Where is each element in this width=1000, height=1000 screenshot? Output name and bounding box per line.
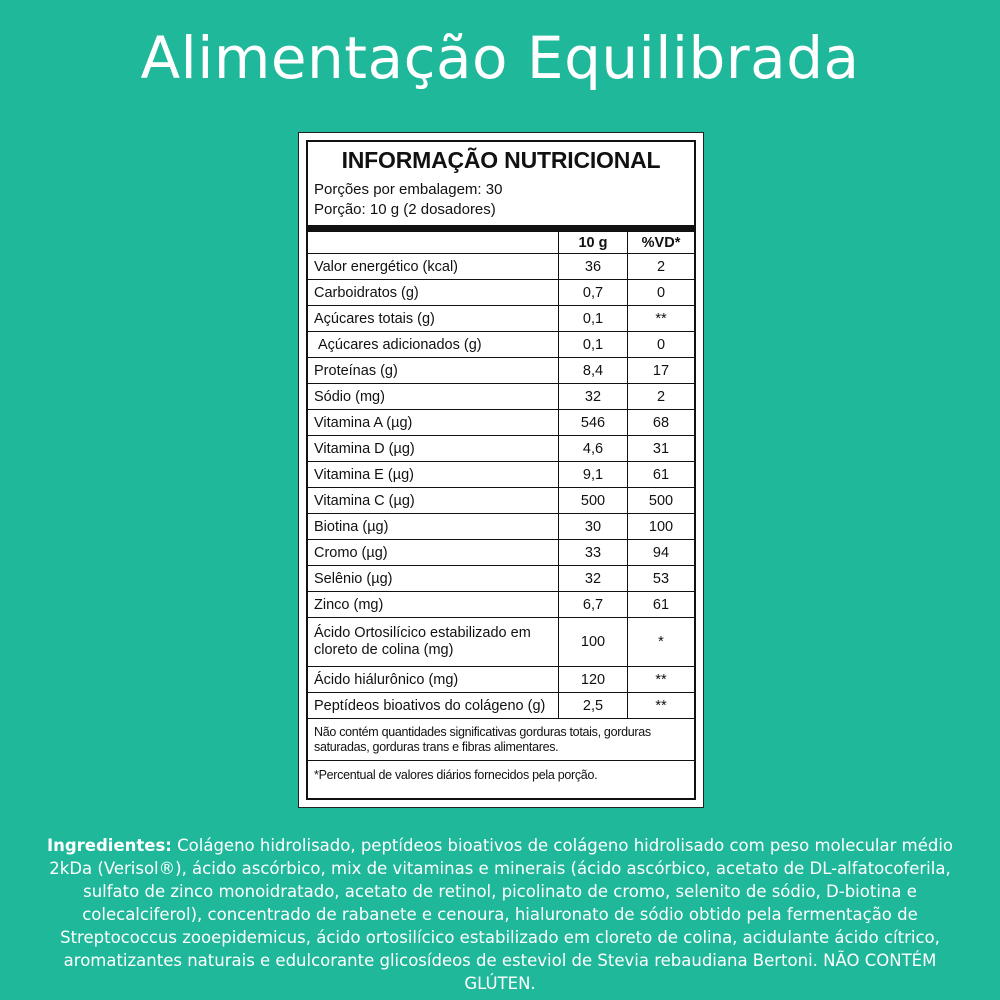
nutrition-table	[308, 232, 694, 719]
servings-per-package: Porções por embalagem: 30	[314, 181, 503, 198]
table-row	[308, 514, 694, 540]
nutrient-name: Cromo (µg)	[308, 540, 559, 566]
nutrient-amount: 30	[559, 514, 628, 540]
table-row	[308, 618, 694, 667]
table-row	[308, 384, 694, 410]
nutrient-vd: 100	[628, 514, 695, 540]
nutrient-amount: 2,5	[559, 693, 628, 719]
thick-divider	[308, 225, 694, 232]
column-header-nutrient	[308, 232, 559, 254]
table-row	[308, 306, 694, 332]
nutrient-name: Açúcares totais (g)	[308, 306, 559, 332]
nutrient-amount: 6,7	[559, 592, 628, 618]
nutrient-name: Vitamina D (µg)	[308, 436, 559, 462]
nutrient-vd: 500	[628, 488, 695, 514]
nutrient-vd: 68	[628, 410, 695, 436]
nutrient-amount: 4,6	[559, 436, 628, 462]
nutrient-amount: 8,4	[559, 358, 628, 384]
table-row	[308, 566, 694, 592]
nutrient-name: Vitamina C (µg)	[308, 488, 559, 514]
nutrient-name: Vitamina A (µg)	[308, 410, 559, 436]
nutrient-name: Vitamina E (µg)	[308, 462, 559, 488]
nutrient-amount: 100	[559, 618, 628, 667]
nutrient-amount: 0,7	[559, 280, 628, 306]
nutrient-amount: 32	[559, 566, 628, 592]
ingredients-list: Colágeno hidrolisado, peptídeos bioativos de colágeno hidrolisado com peso molecular médio 2kDa (Verisol®), ácido ascórbico, mix de vitaminas e minerais (ácido ascórbico, acetato de DL-alfatocoferila, sulfato de zinco monoidratado, acetato de retinol, picolinato de cromo, selenito de sódio, D-biotina e colecalciferol), concentrado de rabanete e cenoura, hialuronato de sódio obtido pela fermentação de Streptococcus zooepidemicus, ácido ortosilícico estabilizado em cloreto de colina, acidulante ácido cítrico, aromatizantes naturais e edulcorante glicosídeos de esteviol de Stevia rebaudiana Bertoni. NÃO CONTÉM GLÚTEN.	[49, 836, 954, 993]
nutrient-vd: 61	[628, 592, 695, 618]
table-row	[308, 332, 694, 358]
nutrient-vd: 31	[628, 436, 695, 462]
table-row	[308, 436, 694, 462]
serving-size: Porção: 10 g (2 dosadores)	[314, 201, 496, 218]
nutrient-name: Ácido Ortosilícico estabilizado em cloreto de colina (mg)	[308, 618, 559, 667]
nutrient-name: Sódio (mg)	[308, 384, 559, 410]
nutrient-name: Ácido hiálurônico (mg)	[308, 667, 559, 693]
nutrition-table-body	[308, 254, 694, 719]
table-row	[308, 540, 694, 566]
column-header-amount: 10 g	[559, 232, 628, 254]
nutrient-vd: 0	[628, 332, 695, 358]
nutrient-amount: 0,1	[559, 332, 628, 358]
table-row	[308, 488, 694, 514]
nutrient-amount: 32	[559, 384, 628, 410]
nutrient-amount: 0,1	[559, 306, 628, 332]
nutrient-name: Biotina (µg)	[308, 514, 559, 540]
column-header-vd: %VD*	[628, 232, 695, 254]
table-row	[308, 410, 694, 436]
nutrient-vd: 53	[628, 566, 695, 592]
nutrient-vd: **	[628, 693, 695, 719]
nutrient-name: Proteínas (g)	[308, 358, 559, 384]
page-title: Alimentação Equilibrada	[140, 24, 860, 92]
nutrient-amount: 546	[559, 410, 628, 436]
nutrient-amount: 9,1	[559, 462, 628, 488]
nutrient-vd: **	[628, 306, 695, 332]
ingredients-text	[40, 834, 960, 995]
nutrient-vd: 61	[628, 462, 695, 488]
nutrient-vd: 2	[628, 254, 695, 280]
nutrient-amount: 120	[559, 667, 628, 693]
nutrition-label	[298, 132, 704, 808]
nutrition-label-frame	[306, 140, 696, 800]
table-row	[308, 693, 694, 719]
footnote: Não contém quantidades significativas gorduras totais, gorduras saturadas, gorduras trans e fibras alimentares.	[308, 719, 694, 761]
nutrient-name: Valor energético (kcal)	[308, 254, 559, 280]
label-heading: INFORMAÇÃO NUTRICIONAL	[341, 147, 661, 173]
table-row	[308, 280, 694, 306]
nutrient-vd: **	[628, 667, 695, 693]
nutrient-amount: 36	[559, 254, 628, 280]
table-header-row	[308, 232, 694, 254]
table-row	[308, 667, 694, 693]
percent-daily-note: *Percentual de valores diários fornecidos pela porção.	[314, 768, 598, 782]
nutrient-amount: 33	[559, 540, 628, 566]
table-row	[308, 254, 694, 280]
servings-info	[308, 180, 694, 220]
nutrient-name: Selênio (µg)	[308, 566, 559, 592]
nutrient-name: Açúcares adicionados (g)	[308, 332, 559, 358]
nutrient-vd: *	[628, 618, 695, 667]
table-row	[308, 462, 694, 488]
ingredients-label: Ingredientes:	[46, 836, 172, 855]
nutrient-vd: 2	[628, 384, 695, 410]
nutrient-vd: 0	[628, 280, 695, 306]
nutrient-amount: 500	[559, 488, 628, 514]
table-row	[308, 592, 694, 618]
nutrient-vd: 17	[628, 358, 695, 384]
nutrient-name: Peptídeos bioativos do colágeno (g)	[308, 693, 559, 719]
nutrient-name: Zinco (mg)	[308, 592, 559, 618]
table-row	[308, 358, 694, 384]
nutrient-name: Carboidratos (g)	[308, 280, 559, 306]
nutrient-vd: 94	[628, 540, 695, 566]
